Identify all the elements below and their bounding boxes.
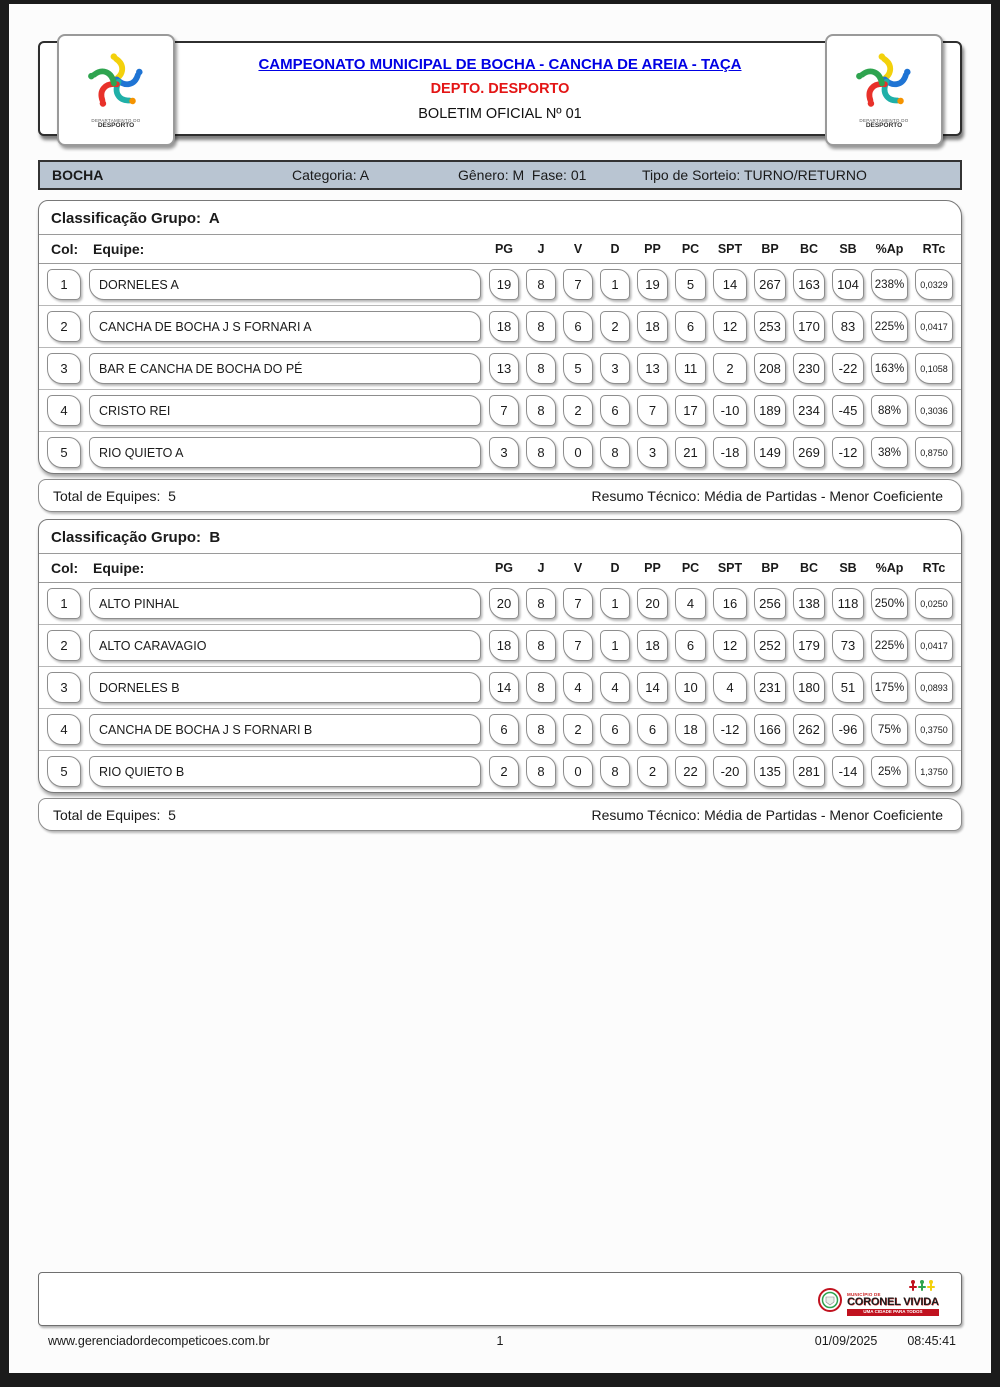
rank-cell: 5: [47, 437, 81, 468]
stat-cell-spt: 14: [713, 269, 747, 300]
city-logo-name: CORONEL VIVIDA: [847, 1296, 939, 1308]
total-teams-label: Total de Equipes: 5: [53, 487, 176, 504]
stat-cell-spt: 16: [713, 588, 747, 619]
stat-cell-d: 1: [600, 269, 630, 300]
website-label: www.gerenciadordecompeticoes.com.br: [48, 1334, 270, 1348]
stat-cell-bc: 138: [793, 588, 825, 619]
table-row: [39, 264, 961, 306]
department-label: DEPTO. DESPORTO: [430, 81, 570, 97]
table-row: [39, 348, 961, 390]
stat-cell-sb: 83: [832, 311, 864, 342]
column-header-rtc: RTc: [922, 242, 946, 256]
stat-cell-pctap: 225%: [871, 630, 908, 661]
stat-cell-j: 8: [526, 437, 556, 468]
column-header-col: Col:: [51, 241, 79, 257]
stat-cell-sb: 73: [832, 630, 864, 661]
stat-cell-bc: 180: [793, 672, 825, 703]
stat-cell-pp: 3: [637, 437, 668, 468]
column-header-v: V: [573, 242, 583, 256]
column-header-spt: SPT: [717, 242, 743, 256]
stat-cell-pp: 20: [637, 588, 668, 619]
stat-cell-rtc: 0,0417: [915, 630, 953, 661]
print-date: 01/09/2025: [814, 1334, 878, 1348]
team-name-cell: RIO QUIETO A: [89, 437, 481, 468]
table-row: [39, 306, 961, 348]
team-name-cell: RIO QUIETO B: [89, 756, 481, 787]
stat-cell-rtc: 0,3036: [915, 395, 953, 426]
stat-cell-pp: 14: [637, 672, 668, 703]
city-crest-icon: [817, 1286, 843, 1314]
stat-cell-d: 1: [600, 588, 630, 619]
stat-cell-bp: 253: [754, 311, 786, 342]
stat-cell-d: 4: [600, 672, 630, 703]
stat-cell-v: 6: [563, 311, 593, 342]
stat-cell-v: 7: [563, 269, 593, 300]
stat-cell-pp: 13: [637, 353, 668, 384]
column-header-pg: PG: [494, 561, 514, 575]
stat-cell-v: 0: [563, 437, 593, 468]
table-row: [39, 432, 961, 473]
desporto-star-icon: [848, 50, 920, 118]
draw-type-label: Tipo de Sorteio: TURNO/RETURNO: [642, 167, 867, 183]
stat-cell-sb: 51: [832, 672, 864, 703]
column-header-sb: SB: [839, 242, 857, 256]
stat-cell-v: 7: [563, 630, 593, 661]
stat-cell-v: 7: [563, 588, 593, 619]
column-header-j: J: [537, 561, 545, 575]
stat-cell-pg: 3: [489, 437, 519, 468]
stat-cell-pc: 6: [675, 311, 706, 342]
group-b-total-bar: [38, 798, 962, 831]
stat-cell-pctap: 88%: [871, 395, 908, 426]
table-row: [39, 583, 961, 625]
group-b-section: [38, 519, 962, 793]
rank-cell: 1: [47, 588, 81, 619]
stat-cell-bp: 252: [754, 630, 786, 661]
column-header-pctap: %Ap: [875, 561, 904, 575]
team-name-cell: CRISTO REI: [89, 395, 481, 426]
rank-cell: 3: [47, 672, 81, 703]
table-row: [39, 709, 961, 751]
stat-cell-j: 8: [526, 756, 556, 787]
stat-cell-v: 2: [563, 714, 593, 745]
stat-cell-v: 2: [563, 395, 593, 426]
rank-cell: 2: [47, 311, 81, 342]
page-footer: [38, 1334, 962, 1348]
table-row: [39, 667, 961, 709]
group-a-rows: [39, 264, 961, 473]
stat-cell-pg: 7: [489, 395, 519, 426]
stat-cell-j: 8: [526, 395, 556, 426]
stat-cell-rtc: 0,3750: [915, 714, 953, 745]
stat-cell-pc: 4: [675, 588, 706, 619]
stat-cell-pg: 18: [489, 630, 519, 661]
group-a-section: [38, 200, 962, 474]
column-header-equipe: Equipe:: [93, 241, 145, 257]
column-header-d: D: [610, 561, 620, 575]
stat-cell-d: 1: [600, 630, 630, 661]
stat-column-headers: [489, 242, 953, 256]
column-header-j: J: [537, 242, 545, 256]
technical-resume-label: Resumo Técnico: Média de Partidas - Menor Coeficiente: [591, 806, 943, 823]
stat-cell-spt: -10: [713, 395, 747, 426]
competition-info-bar: [38, 160, 962, 190]
team-name-cell: BAR E CANCHA DE BOCHA DO PÉ: [89, 353, 481, 384]
stat-cell-bc: 179: [793, 630, 825, 661]
column-header-pp: PP: [644, 242, 661, 256]
stat-cell-pp: 7: [637, 395, 668, 426]
column-header-bc: BC: [799, 242, 819, 256]
stat-cell-pc: 10: [675, 672, 706, 703]
stat-cell-pg: 18: [489, 311, 519, 342]
group-a-title: Classificação Grupo: A: [39, 201, 961, 235]
stat-cell-pp: 2: [637, 756, 668, 787]
coronel-vivida-logo: [817, 1280, 939, 1320]
stat-cell-sb: 118: [832, 588, 864, 619]
stat-cell-bp: 267: [754, 269, 786, 300]
column-header-d: D: [610, 242, 620, 256]
stat-cell-pg: 2: [489, 756, 519, 787]
stat-cell-sb: -14: [832, 756, 864, 787]
team-name-cell: ALTO CARAVAGIO: [89, 630, 481, 661]
desporto-logo-caption-bottom: DESPORTO: [865, 122, 903, 130]
stat-cell-bc: 281: [793, 756, 825, 787]
stat-cell-pctap: 25%: [871, 756, 908, 787]
category-label: Categoria: A: [292, 167, 370, 183]
column-header-equipe: Equipe:: [93, 560, 145, 576]
column-header-pp: PP: [644, 561, 661, 575]
gender-phase-label: Gênero: M Fase: 01: [458, 167, 587, 183]
page-number: 1: [496, 1334, 504, 1348]
stat-cell-j: 8: [526, 672, 556, 703]
stat-cell-bp: 231: [754, 672, 786, 703]
stat-cell-bp: 166: [754, 714, 786, 745]
stat-cell-pp: 18: [637, 630, 668, 661]
team-name-cell: ALTO PINHAL: [89, 588, 481, 619]
stat-cell-d: 8: [600, 437, 630, 468]
stat-cell-pc: 5: [675, 269, 706, 300]
stat-cell-pctap: 238%: [871, 269, 908, 300]
stat-cell-pp: 6: [637, 714, 668, 745]
stat-cell-bc: 230: [793, 353, 825, 384]
header-band: [38, 41, 962, 136]
stat-cell-pctap: 250%: [871, 588, 908, 619]
desporto-star-icon: [80, 50, 152, 118]
stat-cell-pctap: 225%: [871, 311, 908, 342]
stat-cell-rtc: 0,0329: [915, 269, 953, 300]
stat-cell-rtc: 0,0417: [915, 311, 953, 342]
rank-cell: 5: [47, 756, 81, 787]
column-header-pc: PC: [681, 242, 700, 256]
stat-cell-j: 8: [526, 588, 556, 619]
stat-cell-pc: 18: [675, 714, 706, 745]
stat-cell-d: 2: [600, 311, 630, 342]
group-b-title: Classificação Grupo: B: [39, 520, 961, 554]
stat-cell-v: 5: [563, 353, 593, 384]
stat-cell-spt: -12: [713, 714, 747, 745]
column-header-bc: BC: [799, 561, 819, 575]
bulletin-number-label: BOLETIM OFICIAL Nº 01: [418, 105, 582, 122]
sport-label: BOCHA: [52, 167, 104, 183]
people-figures-icon: [907, 1279, 937, 1293]
stat-column-headers: [489, 561, 953, 575]
stat-cell-d: 3: [600, 353, 630, 384]
stat-cell-pc: 17: [675, 395, 706, 426]
stat-cell-d: 6: [600, 714, 630, 745]
column-header-bp: BP: [761, 561, 779, 575]
stat-cell-bp: 189: [754, 395, 786, 426]
rank-cell: 4: [47, 395, 81, 426]
stat-cell-bp: 149: [754, 437, 786, 468]
stat-cell-j: 8: [526, 311, 556, 342]
column-header-pc: PC: [681, 561, 700, 575]
rank-cell: 3: [47, 353, 81, 384]
column-header-bp: BP: [761, 242, 779, 256]
stat-cell-pctap: 163%: [871, 353, 908, 384]
rank-cell: 1: [47, 269, 81, 300]
rank-cell: 2: [47, 630, 81, 661]
team-name-cell: DORNELES B: [89, 672, 481, 703]
stat-cell-pc: 11: [675, 353, 706, 384]
stat-cell-sb: 104: [832, 269, 864, 300]
stat-cell-pg: 19: [489, 269, 519, 300]
stat-cell-pp: 18: [637, 311, 668, 342]
desporto-logo-caption-bottom: DESPORTO: [97, 122, 135, 130]
stat-cell-pctap: 38%: [871, 437, 908, 468]
desporto-logo-caption-top: DEPARTAMENTO DO: [859, 117, 909, 123]
stat-cell-rtc: 0,0893: [915, 672, 953, 703]
print-time: 08:45:41: [907, 1334, 956, 1348]
stat-cell-spt: 12: [713, 311, 747, 342]
stat-cell-d: 6: [600, 395, 630, 426]
document-header: [38, 34, 962, 146]
stat-cell-j: 8: [526, 630, 556, 661]
column-header-rtc: RTc: [922, 561, 946, 575]
stat-cell-pctap: 175%: [871, 672, 908, 703]
column-header-pg: PG: [494, 242, 514, 256]
stat-cell-pg: 14: [489, 672, 519, 703]
stat-cell-j: 8: [526, 269, 556, 300]
stat-cell-sb: -45: [832, 395, 864, 426]
stat-cell-bc: 170: [793, 311, 825, 342]
column-header-spt: SPT: [717, 561, 743, 575]
stat-cell-rtc: 0,0250: [915, 588, 953, 619]
stat-cell-rtc: 1,3750: [915, 756, 953, 787]
stat-cell-bp: 256: [754, 588, 786, 619]
stat-cell-bc: 234: [793, 395, 825, 426]
stat-cell-pc: 21: [675, 437, 706, 468]
stat-cell-pg: 20: [489, 588, 519, 619]
stat-cell-pc: 6: [675, 630, 706, 661]
group-b-table-header: [39, 554, 961, 583]
team-name-cell: CANCHA DE BOCHA J S FORNARI A: [89, 311, 481, 342]
table-row: [39, 751, 961, 792]
championship-title-link[interactable]: CAMPEONATO MUNICIPAL DE BOCHA - CANCHA DE AREIA - TAÇA: [258, 55, 742, 73]
team-name-cell: CANCHA DE BOCHA J S FORNARI B: [89, 714, 481, 745]
stat-cell-bc: 262: [793, 714, 825, 745]
total-teams-label: Total de Equipes: 5: [53, 806, 176, 823]
stat-cell-pc: 22: [675, 756, 706, 787]
column-header-sb: SB: [839, 561, 857, 575]
footer-signature-box: [38, 1272, 962, 1326]
technical-resume-label: Resumo Técnico: Média de Partidas - Menor Coeficiente: [591, 487, 943, 504]
stat-cell-bc: 269: [793, 437, 825, 468]
desporto-logo-right: [825, 34, 943, 146]
city-logo-pretext: MUNICÍPIO DE: [847, 1291, 881, 1297]
stat-cell-pp: 19: [637, 269, 668, 300]
rank-cell: 4: [47, 714, 81, 745]
table-row: [39, 625, 961, 667]
stat-cell-bp: 208: [754, 353, 786, 384]
stat-cell-sb: -12: [832, 437, 864, 468]
stat-cell-d: 8: [600, 756, 630, 787]
stat-cell-spt: 2: [713, 353, 747, 384]
stat-cell-j: 8: [526, 714, 556, 745]
group-a-total-bar: [38, 479, 962, 512]
stat-cell-spt: -20: [713, 756, 747, 787]
stat-cell-bp: 135: [754, 756, 786, 787]
stat-cell-rtc: 0,8750: [915, 437, 953, 468]
stat-cell-bc: 163: [793, 269, 825, 300]
stat-cell-v: 4: [563, 672, 593, 703]
stat-cell-rtc: 0,1058: [915, 353, 953, 384]
stat-cell-pctap: 75%: [871, 714, 908, 745]
stat-cell-sb: -22: [832, 353, 864, 384]
stat-cell-spt: -18: [713, 437, 747, 468]
stat-cell-sb: -96: [832, 714, 864, 745]
stat-cell-pg: 6: [489, 714, 519, 745]
group-a-table-header: [39, 235, 961, 264]
column-header-v: V: [573, 561, 583, 575]
column-header-col: Col:: [51, 560, 79, 576]
table-row: [39, 390, 961, 432]
city-logo-tagline: UMA CIDADE PARA TODOS: [847, 1309, 939, 1316]
stat-cell-v: 0: [563, 756, 593, 787]
stat-cell-spt: 12: [713, 630, 747, 661]
team-name-cell: DORNELES A: [89, 269, 481, 300]
stat-cell-j: 8: [526, 353, 556, 384]
desporto-logo-left: [57, 34, 175, 146]
column-header-pctap: %Ap: [875, 242, 904, 256]
group-b-rows: [39, 583, 961, 792]
desporto-logo-caption-top: DEPARTAMENTO DO: [91, 117, 141, 123]
stat-cell-pg: 13: [489, 353, 519, 384]
stat-cell-spt: 4: [713, 672, 747, 703]
